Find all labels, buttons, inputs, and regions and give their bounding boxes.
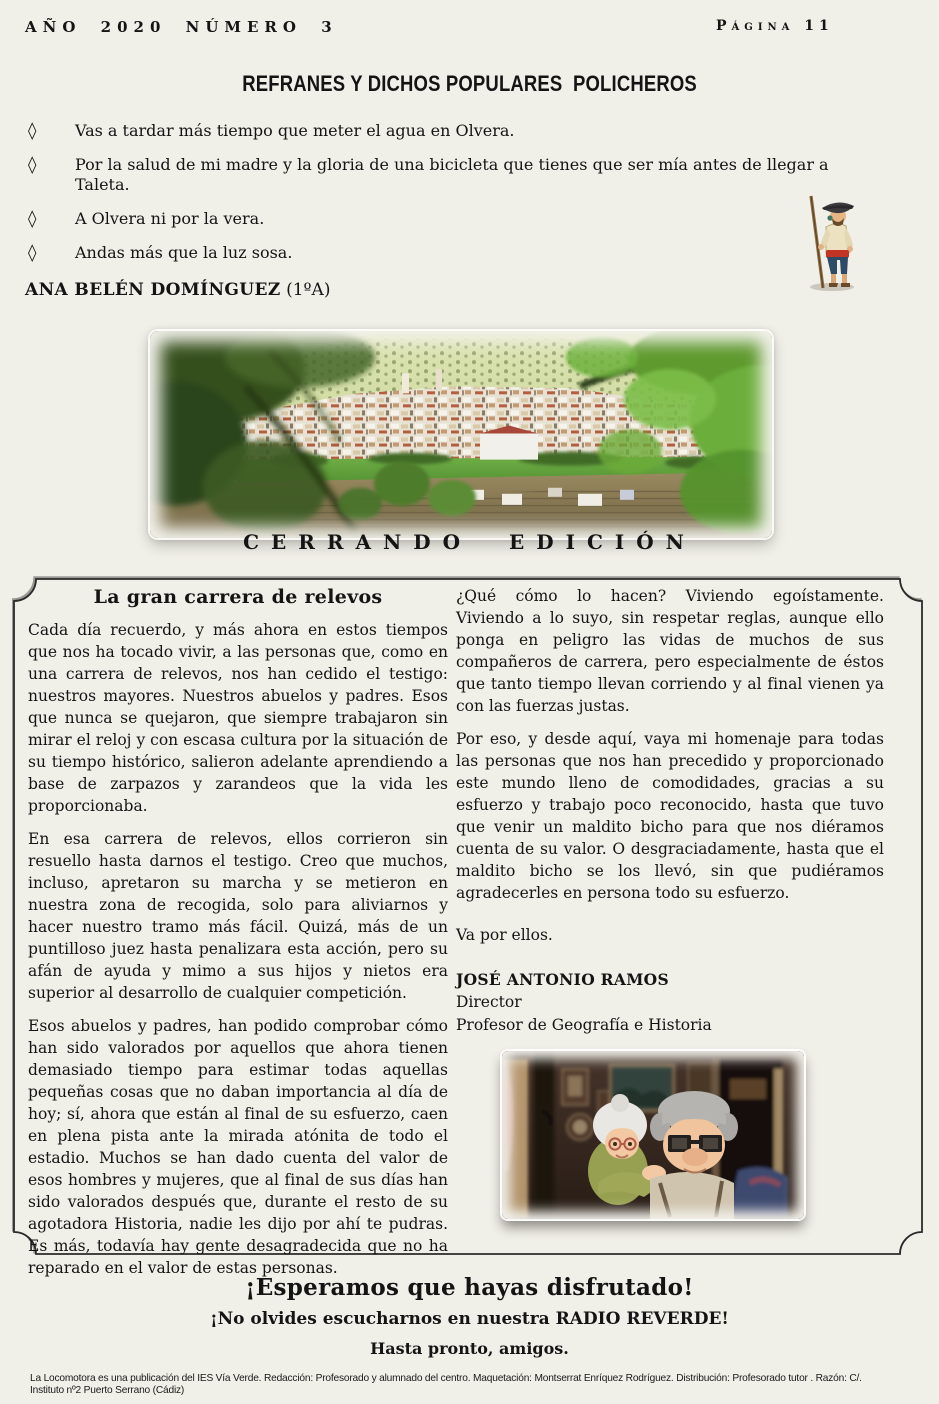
issue-info: AÑO 2020 NÚMERO 3 (25, 18, 338, 36)
article-paragraph: Esos abuelos y padres, han podido comprobar cómo han sido valorados por aquellos que ahora tienen demasiado tiempo para estimar todas aquellas pequeñas cosas que no daban importancia al día de hoy; sí, ahora que están al final de su esfuerzo, caen en plena pista ante la mirada atónita de todo el estadio. Muchos se han dado cuenta del valor de esos hombres y mujeres, que al final de sus días han sido valorados después que, durante el resto de su agotadora Historia, nadie les dijo por ahí te pudras. Es más, todavía hay gente desagradecida que no ha reparado en el valor de estas personas. (28, 1017, 448, 1277)
article-closing-line: Va por ellos. (456, 926, 553, 944)
village-landscape-photo (150, 331, 772, 538)
saying-text: Vas a tardar más tiempo que meter el agua en Olvera. (75, 121, 515, 140)
article-paragraph: ¿Qué cómo lo hacen? Viviendo egoístamente. Viviendo a lo suyo, sin respetar reglas, aunque ello ponga en peligro las vidas de muchos de sus compañeros de carrera, pero especialmente de éstos que tanto tiempo llevan corriendo y al final vienen ya con las fuerzas justas. (456, 587, 884, 715)
article-paragraph: Por eso, y desde aquí, vaya mi homenaje para todas las personas que nos han precedido y proporcionado este mundo lleno de comodidades, gracias a su esfuerzo y trabajo poco reconocido, hasta que tuvo que venir un maldito bicho para que nos diéramos cuenta de su valor. O desgraciadamente, hasta que el maldito bicho se los llevó, sin que pudiéramos agradecerles en persona todo su esfuerzo. (456, 730, 884, 902)
elderly-couple-photo (502, 1051, 804, 1219)
signature-role: Profesor de Geografía e Historia (456, 1016, 712, 1034)
signature-block (456, 968, 884, 1037)
signature-role: Director (456, 993, 522, 1011)
farmer-cartoon-illustration (796, 194, 864, 293)
page-number: Página 11 (716, 18, 834, 34)
diamond-bullet-icon: ◊ (28, 209, 37, 229)
footer-goodbye-line: Hasta pronto, amigos. (370, 1339, 569, 1358)
section-title-wrap (0, 71, 939, 97)
diamond-bullet-icon: ◊ (28, 121, 37, 141)
signature-name: JOSÉ ANTONIO RAMOS (456, 970, 669, 989)
author-class: (1ºA) (286, 280, 331, 300)
diamond-bullet-icon: ◊ (28, 243, 37, 263)
article-title: La gran carrera de relevos (93, 586, 383, 608)
saying-text: Andas más que la luz sosa. (75, 243, 293, 262)
article-paragraph: En esa carrera de relevos, ellos corrieron sin resuello hasta darnos el testigo. Creo que muchos, incluso, apretaron su marcha y se metieron en nuestra zona de recogida, solo para aliviarnos y hacer nuestro tramo más fácil. Quizá, más de un puntilloso juez hasta penalizara esta acción, pero su afán de ayuda y mimo a sus hijos y nietos era superior al desarrollo de cualquier competición. (28, 830, 448, 1002)
saying-text: A Olvera ni por la vera. (75, 209, 265, 228)
article-paragraph: Cada día recuerdo, y más ahora en estos tiempos que nos ha tocado vivir, a las personas que, como en una carrera de relevos, nos han cedido el testigo: nuestros mayores. Nuestros abuelos y padres. Esos que nunca se quejaron, que siempre trabajaron sin mirar el reloj y con escasa cultura por la situación de su tiempo histórico, salieron adelante aprendiendo a base de zarpazos y zarandeos que la vida les proporcionaba. (28, 621, 448, 815)
author-name: ANA BELÉN DOMÍNGUEZ (25, 280, 281, 300)
section-title: REFRANES Y DICHOS POPULARES POLICHEROS (242, 71, 697, 96)
list-item (28, 121, 858, 141)
diamond-bullet-icon: ◊ (28, 155, 37, 175)
couple-art (502, 1051, 804, 1219)
list-item (28, 209, 858, 229)
list-item (28, 243, 858, 263)
saying-text: Por la salud de mi madre y la gloria de una bicicleta que tienes que ser mía antes de llegar a Taleta. (75, 155, 829, 194)
article-right-column (456, 585, 884, 1219)
article-left-column (28, 586, 448, 1290)
closing-section-heading: CERRANDO EDICIÓN (243, 530, 696, 554)
list-item (28, 155, 858, 195)
sayings-list (28, 121, 858, 277)
publication-credits: La Locomotora es una publicación del IES Vía Verde. Redacción: Profesorado y alumnado del centro. Maquetación: Montserrat Enríquez Rodríguez. Distribución: Profesorado tutor . Razón: C/. Instituto nº2 Puerto Serrano (Cádiz) (30, 1372, 862, 1396)
author-line (25, 280, 330, 300)
footer-radio-line: ¡No olvides escucharnos en nuestra RADIO REVERDE! (210, 1309, 729, 1329)
footer-headline: ¡Esperamos que hayas disfrutado! (245, 1274, 694, 1301)
landscape-art (150, 331, 772, 538)
